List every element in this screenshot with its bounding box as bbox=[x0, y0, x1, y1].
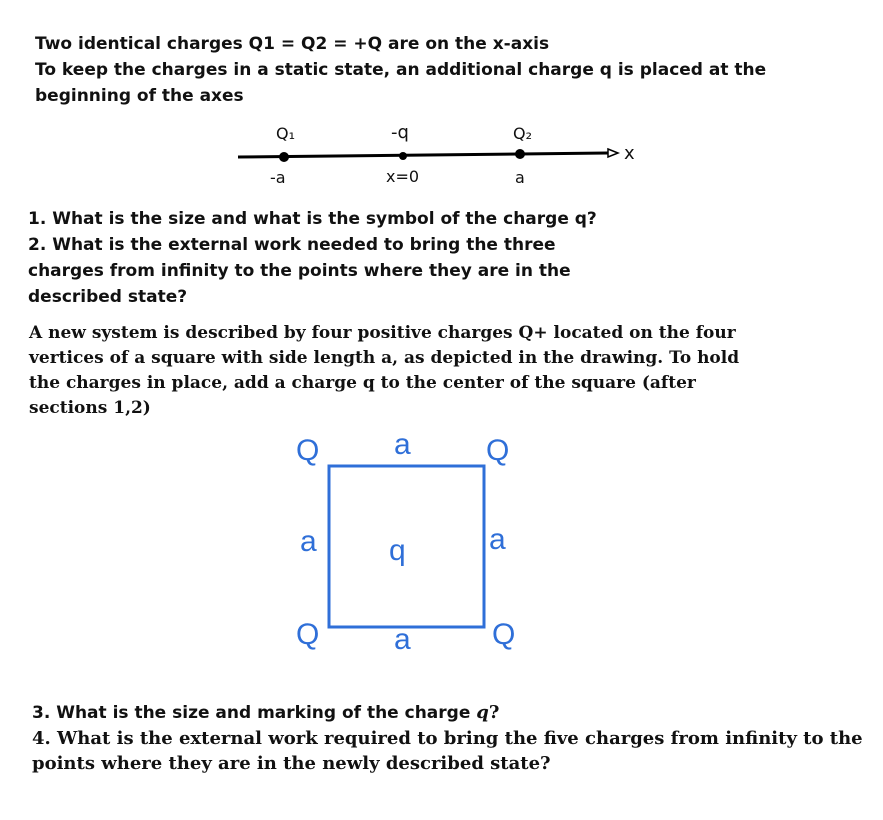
question-3-text: 3. What is the size and marking of the charge bbox=[32, 703, 477, 723]
side-label-top: a bbox=[394, 428, 411, 461]
label-minus-q: -q bbox=[391, 122, 409, 143]
question-3-variable: q bbox=[476, 702, 489, 723]
x-axis-arrowhead bbox=[608, 149, 618, 157]
corner-charge-bottom-left: Q bbox=[296, 618, 320, 651]
square-figure bbox=[290, 430, 530, 660]
new-system-line-1: A new system is described by four positive charges Q+ located on the four bbox=[29, 323, 736, 343]
question-2-line-1: 2. What is the external work needed to bring the three bbox=[28, 235, 556, 255]
label-x-zero: x=0 bbox=[386, 167, 420, 186]
center-charge-q: q bbox=[389, 534, 406, 567]
label-minus-a: -a bbox=[270, 168, 286, 187]
intro-line-2: To keep the charges in a static state, an additional charge q is placed at the bbox=[35, 60, 767, 80]
new-system-line-4: sections 1,2) bbox=[29, 398, 151, 418]
question-3 bbox=[32, 700, 499, 726]
intro-line-1: Two identical charges Q1 = Q2 = +Q are on the x-axis bbox=[35, 34, 550, 54]
charge-q1-dot bbox=[279, 152, 289, 162]
label-q1: Q₁ bbox=[276, 124, 296, 143]
question-2-line-3: described state? bbox=[28, 287, 188, 307]
intro-line-3: beginning of the axes bbox=[35, 86, 244, 106]
question-4-line-2: points where they are in the newly described state? bbox=[32, 753, 551, 774]
question-2-line-2: charges from infinity to the points where they are in the bbox=[28, 261, 571, 281]
new-system-line-3: the charges in place, add a charge q to the center of the square (after bbox=[29, 373, 696, 393]
question-3-mark: ? bbox=[488, 702, 500, 723]
axis-figure bbox=[230, 120, 650, 190]
label-q2: Q₂ bbox=[513, 124, 533, 143]
charge-q2-dot bbox=[515, 149, 525, 159]
corner-charge-top-right: Q bbox=[486, 434, 510, 467]
charge-minus-q-dot bbox=[399, 152, 407, 160]
x-axis-line bbox=[238, 153, 608, 157]
corner-charge-bottom-right: Q bbox=[492, 618, 516, 651]
label-a: a bbox=[515, 168, 525, 187]
side-label-right: a bbox=[489, 523, 506, 556]
question-1: 1. What is the size and what is the symbol of the charge q? bbox=[28, 209, 597, 229]
side-label-left: a bbox=[300, 525, 317, 558]
new-system-line-2: vertices of a square with side length a, as depicted in the drawing. To hold bbox=[29, 348, 740, 368]
question-4-line-1: 4. What is the external work required to bring the five charges from infinity to the bbox=[32, 728, 863, 749]
label-axis-x: x bbox=[624, 143, 635, 164]
side-label-bottom: a bbox=[394, 623, 411, 656]
corner-charge-top-left: Q bbox=[296, 434, 320, 467]
